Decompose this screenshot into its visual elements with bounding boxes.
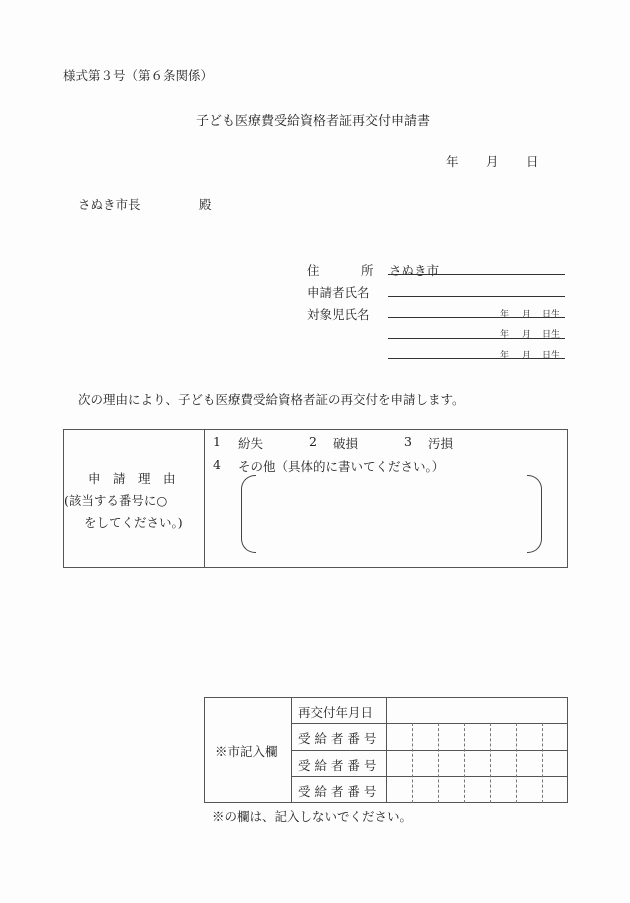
birth-month-label: 月 — [522, 310, 532, 320]
office-section-label: ※市記入欄 — [215, 744, 278, 759]
birth-day-label: 日生 — [542, 310, 561, 320]
statement-text: 次の理由により、子ども医療費受給資格者証の再交付を申請します。 — [78, 392, 465, 407]
right-bracket — [527, 475, 542, 553]
digit-separator — [412, 723, 413, 803]
date-day-label: 日 — [526, 154, 539, 169]
reason-label-note-2: をしてください。) — [84, 515, 183, 530]
digit-separator — [464, 723, 465, 803]
birth-day-label: 日生 — [542, 330, 561, 340]
address-label-2: 所 — [361, 263, 374, 278]
addressee-honorific: 殿 — [199, 197, 212, 212]
office-row-line — [291, 750, 568, 751]
birth-year-label: 年 — [500, 330, 510, 340]
reissue-date-label: 再交付年月日 — [298, 705, 374, 720]
digit-separator — [490, 723, 491, 803]
option-label: その他（具体的に書いてください。） — [238, 459, 445, 474]
option-number: 2 — [309, 434, 317, 449]
option-label: 紛失 — [238, 436, 264, 451]
child-underline — [388, 358, 565, 359]
address-field[interactable]: さぬき市 — [389, 263, 440, 278]
reason-label-title: 申 請 理 由 — [88, 471, 176, 486]
address-underline — [388, 274, 565, 275]
date-month-label: 月 — [486, 154, 499, 169]
office-row-line — [291, 776, 568, 777]
form-number: 様式第３号（第６条関係） — [63, 68, 214, 83]
reason-table-divider — [204, 429, 205, 568]
address-label-1: 住 — [307, 263, 320, 278]
option-label: 汚損 — [428, 436, 454, 451]
option-label: 破損 — [333, 436, 359, 451]
option-number: 3 — [404, 434, 412, 449]
child-name-label: 対象児氏名 — [307, 307, 370, 322]
document-title: 子ども医療費受給資格者証再交付申請書 — [196, 114, 431, 129]
option-number: 4 — [213, 457, 221, 472]
child-underline — [388, 338, 565, 339]
date-year-label: 年 — [446, 154, 459, 169]
office-row-line — [291, 723, 568, 724]
digit-separator — [542, 723, 543, 803]
birth-day-label: 日生 — [542, 351, 561, 361]
left-bracket — [241, 475, 256, 553]
recipient-number-label: 受 給 者 番 号 — [298, 731, 377, 746]
birth-month-label: 月 — [522, 351, 532, 361]
recipient-number-label: 受 給 者 番 号 — [298, 784, 377, 799]
birth-month-label: 月 — [522, 330, 532, 340]
reason-label-note-1: (該当する番号に○ — [64, 493, 168, 508]
option-number: 1 — [213, 434, 221, 449]
applicant-name-underline — [388, 296, 565, 297]
digit-separator — [516, 723, 517, 803]
birth-year-label: 年 — [500, 351, 510, 361]
birth-year-label: 年 — [500, 310, 510, 320]
office-note: ※の欄は、記入しないでください。 — [212, 809, 413, 824]
recipient-number-label: 受 給 者 番 号 — [298, 758, 377, 773]
applicant-name-label: 申請者氏名 — [307, 285, 370, 300]
child-underline — [388, 317, 565, 318]
digit-separator — [438, 723, 439, 803]
addressee-name: さぬき市長 — [78, 197, 141, 212]
